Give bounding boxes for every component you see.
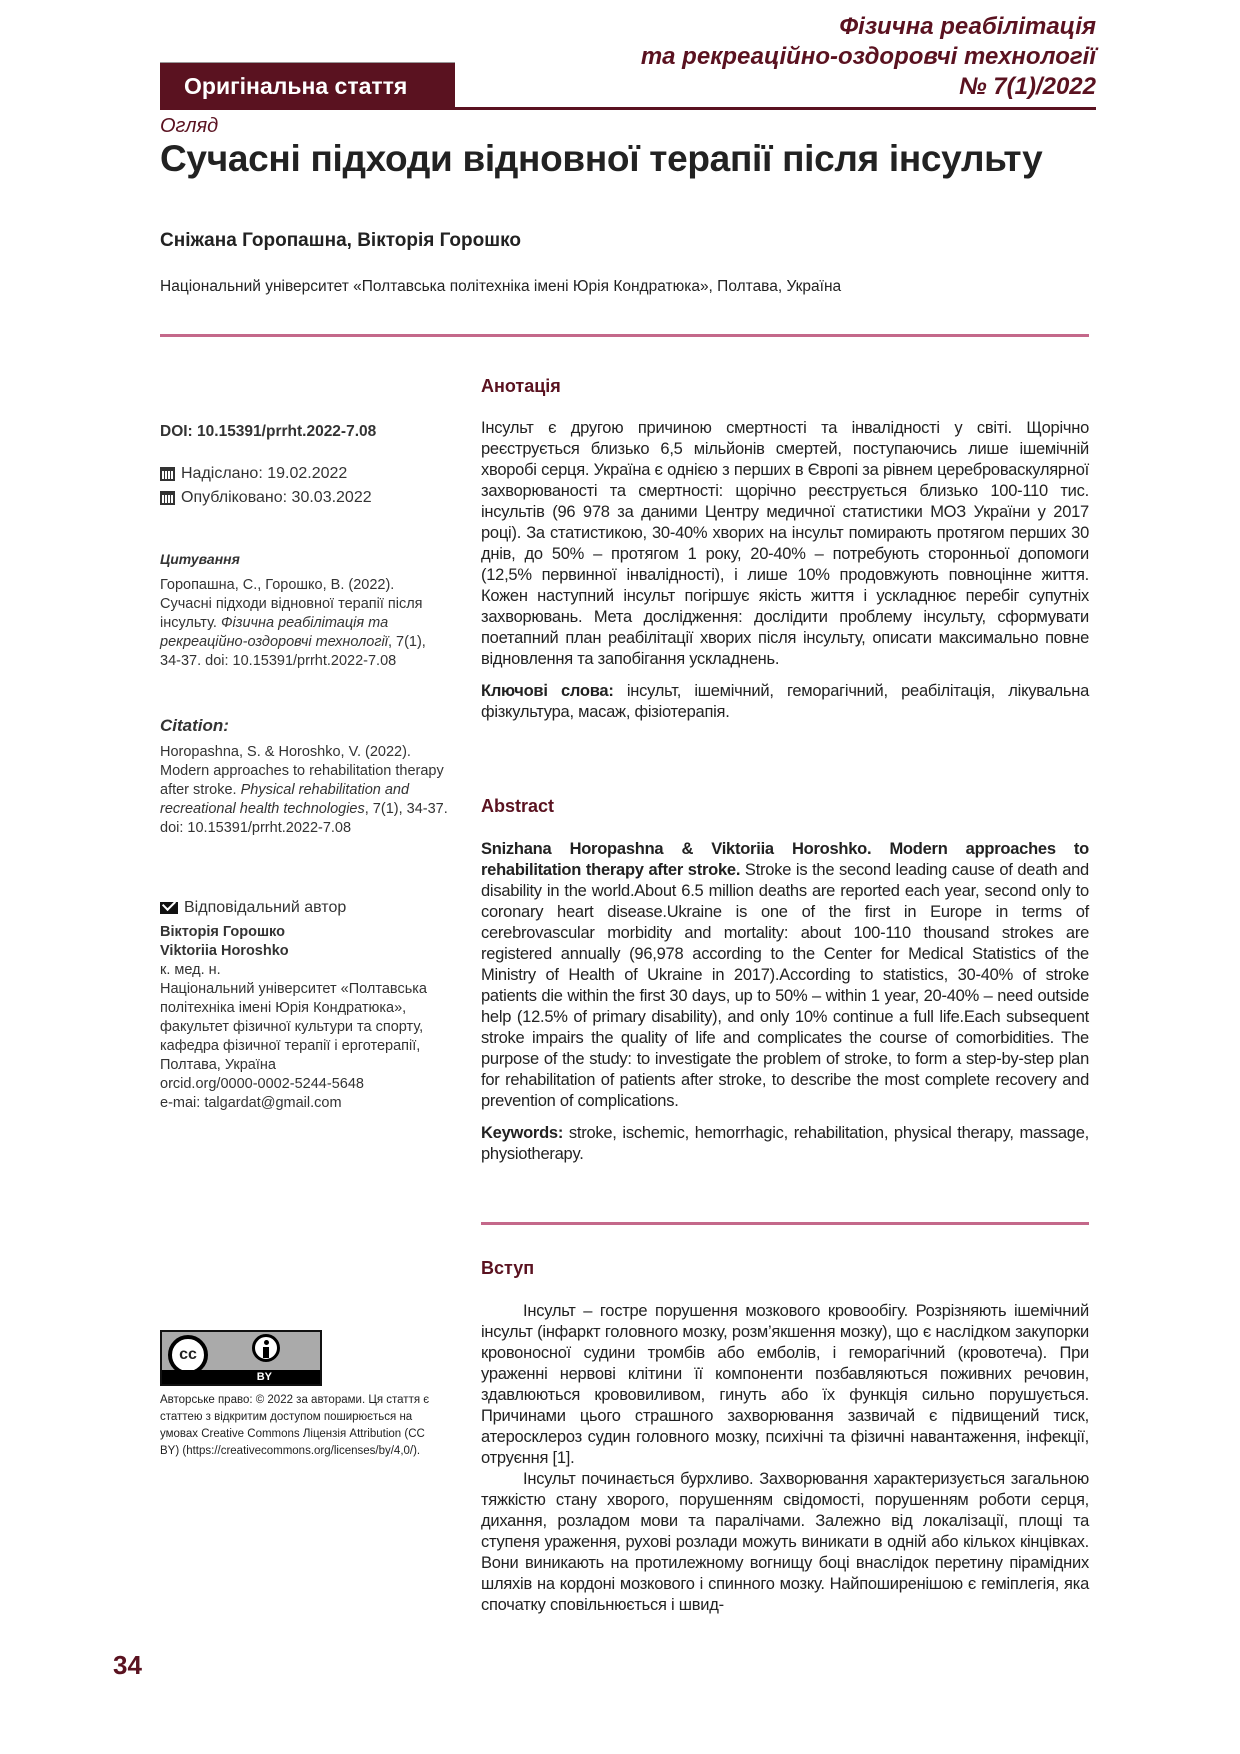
- abstract-lead: Snizhana Horopashna & Viktoriia Horoshko. Modern approaches to rehabilitation therapy after stroke.: [481, 840, 1089, 879]
- citation-en: [160, 716, 450, 838]
- annotation: [481, 418, 1089, 723]
- citation-ua-text: Горопашна, С., Горошко, В. (2022). Сучасні підходи відновної терапії після інсульту.: [160, 577, 423, 631]
- cc-icon: cc: [168, 1335, 208, 1375]
- article-type-banner: Оригінальна стаття: [160, 63, 455, 109]
- by-label: BY: [162, 1370, 320, 1384]
- corr-name-en: Viktoriia Horoshko: [160, 943, 289, 959]
- article-authors: Сніжана Горопашна, Вікторія Горошко: [160, 230, 521, 251]
- intro-heading: Вступ: [481, 1258, 535, 1278]
- corr-degree: к. мед. н.: [160, 962, 221, 978]
- corresponding-heading: Відповідальний автор: [184, 899, 347, 916]
- annotation-heading: Анотація: [481, 376, 561, 396]
- copyright-notice: Авторське право: © 2022 за авторами. Ця стаття є статтею з відкритим доступом поширюється на умовах Creative Commons Ліцензія Attribution (CC BY) (https://creativecommons.org/licenses/by/4,0/).: [160, 1394, 430, 1457]
- published-date: Опубліковано: 30.03.2022: [181, 489, 372, 506]
- citation-en-journal: Physical rehabilitation and recreational health technologies: [160, 782, 410, 817]
- citation-ua-tail: , 7(1), 34-37. doi: 10.15391/prrht.2022-7.08: [160, 634, 426, 669]
- article-affiliation: Національний університет «Полтавська політехніка імені Юрія Кондратюка», Полтава, Україна: [160, 278, 842, 295]
- corresponding-author: [160, 898, 450, 1113]
- intro-paragraph: Інсульт починається бурхливо. Захворювання характеризується загальною тяжкістю стану хворого, порушенням свідомості, порушенням роботи серця, дихання, розладом мови та паралічами. Залежно від локалізації, площі та ступеня ураження, рухові розлади можуть виникати в одній або кількох кінцівках. Вони виникають на протилежному вогнищу боці внаслідок перетину пірамідних шляхів на кордоні мозкового і спинного мозку. Найпоширенішою є геміплегія, яка спочатку сповільнюється і швид-: [481, 1470, 1089, 1614]
- calendar-icon: [160, 467, 175, 481]
- abstract-divider: [481, 1222, 1089, 1225]
- corr-city: Полтава, Україна: [160, 1057, 276, 1073]
- attribution-icon: [252, 1334, 280, 1362]
- journal-title: [641, 12, 1096, 102]
- citation-en-text: Horopashna, S. & Horoshko, V. (2022). Modern approaches to rehabilitation therapy after stroke.: [160, 744, 444, 798]
- corr-orcid[interactable]: orcid.org/0000-0002-5244-5648: [160, 1076, 364, 1092]
- article-kind: Огляд: [160, 115, 219, 137]
- header-divider: [160, 107, 1096, 110]
- citation-ua-heading: Цитування: [160, 551, 240, 567]
- keywords-en-label: Keywords:: [481, 1124, 564, 1142]
- intro-paragraph: Інсульт – гостре порушення мозкового кровообігу. Розрізняють ішемічний інсульт (інфаркт головного мозку, розм’якшення мозку), що є наслідком закупорки кровоносної судини тромбів або емболів, і геморагічний (кровотеча). При ураженні нервові клітини її компоненти позбавляються поживних речовин, здавлюються крововиливом, гинуть або їх функція сильно порушується. Причинами цього страшного захворювання зазвичай є підвищений тиск, атеросклероз судин головного мозку, психічні та фізичні навантаження, інфекції, отруєння [1].: [481, 1302, 1089, 1467]
- article-title: Сучасні підходи відновної терапії після інсульту: [160, 138, 1043, 179]
- journal-issue: № 7(1)/2022: [959, 73, 1096, 100]
- envelope-icon: [160, 902, 178, 914]
- page-number: 34: [113, 1650, 142, 1680]
- citation-ua-journal: Фізична реабілітація та рекреаційно-оздоровчі технології: [160, 615, 389, 650]
- journal-title-line1: Фізична реабілітація: [839, 13, 1096, 40]
- citation-ua: [160, 550, 450, 671]
- corr-name-ua: Вікторія Горошко: [160, 924, 285, 940]
- citation-en-tail: , 7(1), 34-37. doi: 10.15391/prrht.2022-7.08: [160, 801, 448, 836]
- intro: [481, 1301, 1089, 1616]
- annotation-text: Інсульт є другою причиною смертності та інвалідності у світі. Щорічно реєструється близько 6,5 мільйонів смертей, поступаючись лише ішемічній хворобі серця. Україна є однією з перших в Європі за рівнем цереброваскулярної захворюваності та смертності: щорічно реєструється близько 100-110 тис. інсультів (96 978 за даними Центру медичної статистики МОЗ України у 2017 році). За статистикою, 30-40% хворих на інсульт помирають протягом перших 30 днів, до 50% – протягом 1 року, 20-40% – потребують сторонньої допомоги (12,5% первинної інвалідності), і лише 10% продовжують повноцінне життя. Кожен наступний інсульт погіршує якість життя і ускладнює перебіг супутніх захворювань. Мета дослідження: дослідити проблему інсульту, сформувати поетапний план реабілітації хворих після інсульту, описати максимально повне відновлення та запобігання ускладнень.: [481, 419, 1089, 668]
- cc-by-license-badge[interactable]: [160, 1330, 322, 1386]
- dates: [160, 462, 450, 510]
- keywords-ua: інсульт, ішемічний, геморагічний, реабілітація, лікувальна фізкультура, масаж, фізіотерапія.: [481, 682, 1090, 721]
- keywords-ua-label: Ключові слова:: [481, 682, 614, 700]
- journal-title-line2: та рекреаційно-оздоровчі технології: [640, 43, 1096, 70]
- keywords-en: stroke, ischemic, hemorrhagic, rehabilitation, physical therapy, massage, physiotherapy.: [481, 1124, 1089, 1163]
- corr-affiliation: Національний університет «Полтавська політехніка імені Юрія Кондратюка», факультет фізичної культури та спорту, кафедра фізичної терапії і ерготерапії,: [160, 981, 427, 1054]
- abstract-heading: Abstract: [481, 796, 555, 816]
- abstract: [481, 839, 1089, 1165]
- calendar-icon: [160, 491, 175, 505]
- section-divider: [160, 334, 1089, 337]
- citation-en-heading: Citation:: [160, 716, 229, 735]
- doi[interactable]: DOI: 10.15391/prrht.2022-7.08: [160, 423, 377, 440]
- abstract-text: Stroke is the second leading cause of death and disability in the world.About 6.5 million deaths are reported each year, second only to coronary heart disease.Ukraine is one of the first in Europe in terms of cerebrovascular morbidity and mortality: about 100-110 thousand strokes are registered annually (96,978 according to the Center for Medical Statistics of the Ministry of Health of Ukraine in 2017).According to statistics, 30-40% of stroke patients die within the first 30 days, up to 50% – within 1 year, 20-40% – need outside help (12.5% of primary disability), and only 10% continue a full life.Each subsequent stroke impairs the quality of life and complicates the course of comorbidities. The purpose of the study: to investigate the problem of stroke, to form a step-by-step plan for rehabilitation of patients after stroke, to describe the most complete recovery and prevention of complications.: [481, 861, 1089, 1110]
- submitted-date: Надіслано: 19.02.2022: [181, 465, 348, 482]
- corr-email[interactable]: e-mai: talgardat@gmail.com: [160, 1095, 342, 1111]
